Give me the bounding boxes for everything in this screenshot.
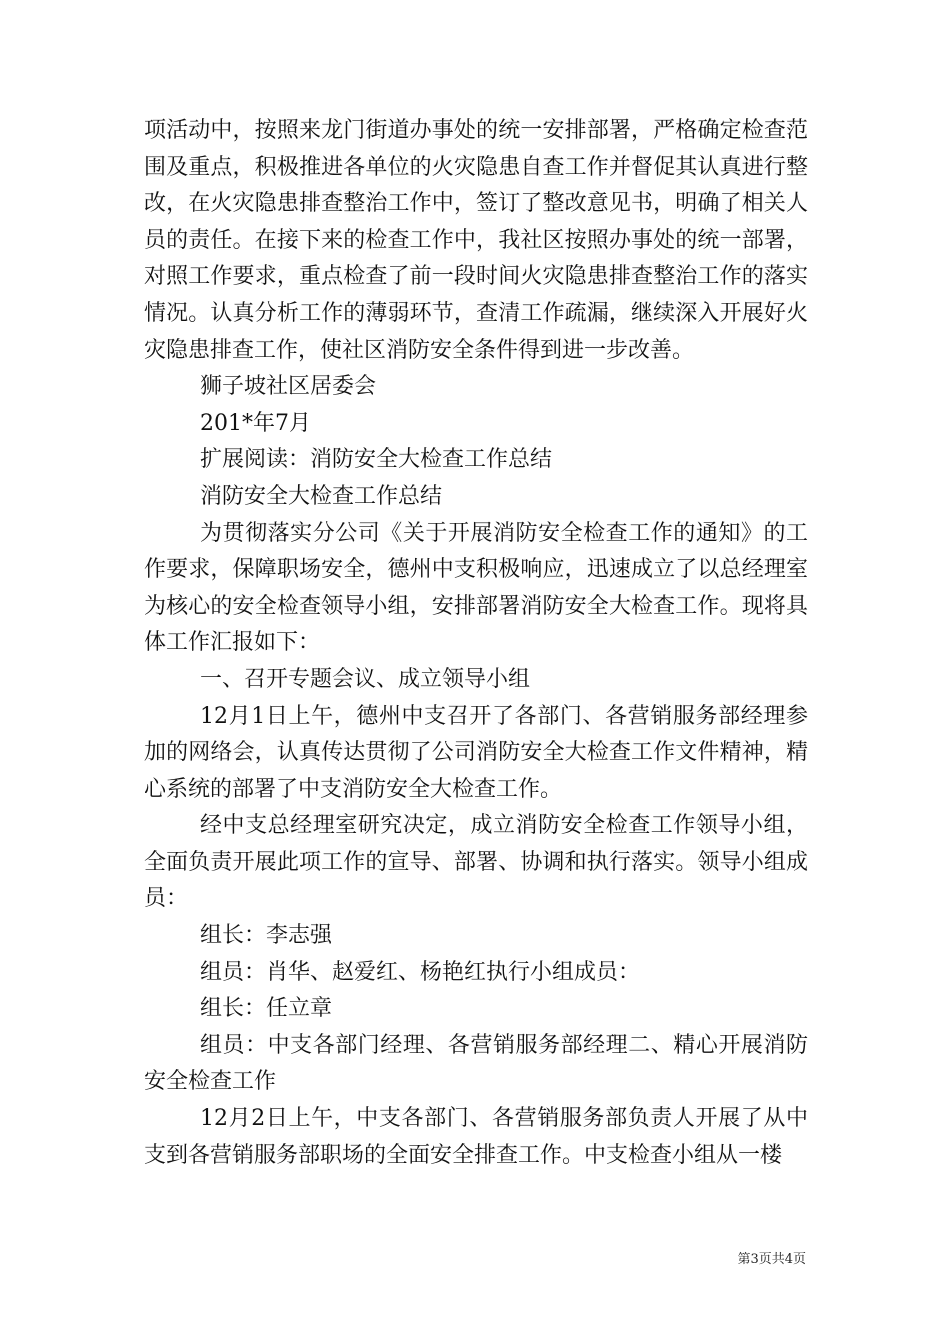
exec-members: 组员：中支各部门经理、各营销服务部经理二、精心开展消防安全检查工作 <box>144 1032 808 1095</box>
paragraph: 项活动中，按照来龙门街道办事处的统一安排部署，严格确定检查范围及重点，积极推进各单位的火灾隐患自查工作并督促其认真进行整改，在火灾隐患排查整治工作中，签订了整改意见书，明确了相关人员的责任。在接下来的检查工作中，我社区按照办事处的统一部署，对照工作要求，重点检查了前一段时间火灾隐患排查整治工作的落实情况。认真分析工作的薄弱环节，查清工作疏漏，继续深入开展好火灾隐患排查工作，使社区消防安全条件得到进一步改善。 <box>144 118 808 363</box>
page-number: 第3页共4页 <box>737 1252 806 1267</box>
team-leader: 组长：李志强 <box>200 923 333 949</box>
heading-1: 一、召开专题会议、成立领导小组 <box>200 666 531 692</box>
extended-reading-label: 扩展阅读：消防安全大检查工作总结 <box>200 447 553 473</box>
document-body <box>144 113 808 1174</box>
paragraph: 12月2日上午，中支各部门、各营销服务部负责人开展了从中支到各营销服务部职场的全面安全排查工作。中支检查小组从一楼 <box>144 1106 808 1168</box>
section-title: 消防安全大检查工作总结 <box>200 483 443 509</box>
signature-date: 201*年7月 <box>200 410 311 436</box>
paragraph: 为贯彻落实分公司《关于开展消防安全检查工作的通知》的工作要求，保障职场安全，德州中支积极响应，迅速成立了以总经理室为核心的安全检查领导小组，安排部署消防安全大检查工作。现将具体工作汇报如下： <box>144 520 808 656</box>
signature-org: 狮子坡社区居委会 <box>200 374 377 400</box>
paragraph: 12月1日上午，德州中支召开了各部门、各营销服务部经理参加的网络会，认真传达贯彻了公司消防安全大检查工作文件精神，精心系统的部署了中支消防安全大检查工作。 <box>144 703 808 802</box>
paragraph: 经中支总经理室研究决定，成立消防安全检查工作领导小组，全面负责开展此项工作的宣导、部署、协调和执行落实。领导小组成员： <box>144 813 808 912</box>
team-members: 组员：肖华、赵爱红、杨艳红执行小组成员： <box>200 959 641 985</box>
exec-leader: 组长：任立章 <box>200 996 333 1022</box>
